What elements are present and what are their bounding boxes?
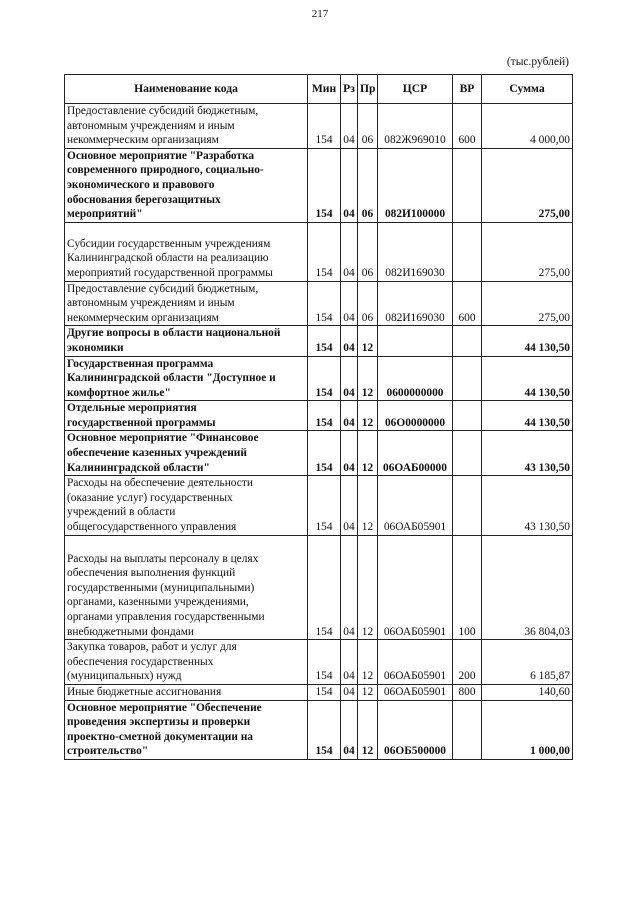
- row-name: Другие вопросы в области национальной экономики: [65, 326, 308, 356]
- row-csr: 06ОАБ05901: [378, 476, 453, 535]
- row-csr: [378, 326, 453, 356]
- row-rz: 04: [341, 326, 358, 356]
- row-rz: 04: [341, 640, 358, 685]
- row-name: Субсидии государственным учреждениям Калининградской области на реализацию мероприятий государственной программы: [65, 222, 308, 281]
- row-csr: 06ОАБ05901: [378, 640, 453, 685]
- row-name: Основное мероприятие "Финансовое обеспечение казенных учреждений Калининградской области": [65, 431, 308, 476]
- row-pr: 12: [358, 640, 378, 685]
- row-vr: [453, 431, 482, 476]
- row-vr: 800: [453, 684, 482, 700]
- row-csr: 06ОАБ05901: [378, 684, 453, 700]
- table-row: [65, 356, 573, 401]
- table-header-row: [65, 75, 573, 104]
- row-name: Основное мероприятие "Разработка современного природного, социально- экономического и правового обоснования берегозащитных мероприятий": [65, 148, 308, 222]
- units-label: (тыс.рублей): [506, 56, 569, 68]
- row-csr: 082И100000: [378, 148, 453, 222]
- row-min: 154: [308, 684, 341, 700]
- row-min: 154: [308, 401, 341, 431]
- row-min: 154: [308, 222, 341, 281]
- row-pr: 12: [358, 431, 378, 476]
- table-row: [65, 281, 573, 326]
- row-vr: [453, 148, 482, 222]
- row-vr: [453, 326, 482, 356]
- row-csr: 082И169030: [378, 281, 453, 326]
- row-vr: 100: [453, 535, 482, 640]
- table-row: [65, 476, 573, 535]
- row-vr: [453, 700, 482, 759]
- table-row: [65, 700, 573, 759]
- table-row: [65, 431, 573, 476]
- row-rz: 04: [341, 148, 358, 222]
- row-name: Предоставление субсидий бюджетным, автономным учреждениям и иным некоммерческим организациям: [65, 281, 308, 326]
- row-sum: 44 130,50: [482, 401, 573, 431]
- row-sum: 1 000,00: [482, 700, 573, 759]
- row-pr: 12: [358, 326, 378, 356]
- table-row: [65, 222, 573, 281]
- row-rz: 04: [341, 356, 358, 401]
- row-rz: 04: [341, 401, 358, 431]
- header-vr: ВР: [453, 75, 482, 104]
- row-vr: 600: [453, 104, 482, 149]
- row-sum: 6 185,87: [482, 640, 573, 685]
- row-vr: 600: [453, 281, 482, 326]
- row-sum: 4 000,00: [482, 104, 573, 149]
- row-pr: 12: [358, 684, 378, 700]
- row-min: 154: [308, 356, 341, 401]
- row-rz: 04: [341, 535, 358, 640]
- row-name: Основное мероприятие "Обеспечение проведения экспертизы и проверки проектно-сметной документации на строительство": [65, 700, 308, 759]
- row-pr: 06: [358, 222, 378, 281]
- budget-table: [64, 74, 573, 760]
- table-row: [65, 104, 573, 149]
- row-csr: 06О0000000: [378, 401, 453, 431]
- table-row: [65, 535, 573, 640]
- row-pr: 06: [358, 281, 378, 326]
- row-pr: 12: [358, 356, 378, 401]
- row-rz: 04: [341, 104, 358, 149]
- row-pr: 12: [358, 401, 378, 431]
- header-name: Наименование кода: [65, 75, 308, 104]
- row-vr: [453, 476, 482, 535]
- row-name: Расходы на выплаты персоналу в целях обеспечения выполнения функций государственными (муниципальными) органами, казенными учреждениями, органами управления государственными внебюджетными фондами: [65, 535, 308, 640]
- header-csr: ЦСР: [378, 75, 453, 104]
- row-sum: 43 130,50: [482, 431, 573, 476]
- row-sum: 275,00: [482, 281, 573, 326]
- table-row: [65, 326, 573, 356]
- row-csr: 082И169030: [378, 222, 453, 281]
- row-rz: 04: [341, 684, 358, 700]
- row-min: 154: [308, 326, 341, 356]
- row-sum: 44 130,50: [482, 326, 573, 356]
- row-name: Государственная программа Калининградской области "Доступное и комфортное жилье": [65, 356, 308, 401]
- row-vr: [453, 401, 482, 431]
- row-rz: 04: [341, 222, 358, 281]
- header-sum: Сумма: [482, 75, 573, 104]
- row-min: 154: [308, 700, 341, 759]
- row-sum: 43 130,50: [482, 476, 573, 535]
- row-name: Отдельные мероприятия государственной программы: [65, 401, 308, 431]
- header-pr: Пр: [358, 75, 378, 104]
- header-rz: Рз: [341, 75, 358, 104]
- row-min: 154: [308, 476, 341, 535]
- row-sum: 36 804,03: [482, 535, 573, 640]
- row-name: Иные бюджетные ассигнования: [65, 684, 308, 700]
- row-vr: [453, 356, 482, 401]
- row-sum: 140,60: [482, 684, 573, 700]
- row-name: Предоставление субсидий бюджетным, автономным учреждениям и иным некоммерческим организациям: [65, 104, 308, 149]
- row-sum: 44 130,50: [482, 356, 573, 401]
- row-sum: 275,00: [482, 148, 573, 222]
- row-csr: 06ОАБ05901: [378, 535, 453, 640]
- row-sum: 275,00: [482, 222, 573, 281]
- row-rz: 04: [341, 700, 358, 759]
- row-csr: 06ОАБ00000: [378, 431, 453, 476]
- row-min: 154: [308, 640, 341, 685]
- row-csr: 06ОБ500000: [378, 700, 453, 759]
- row-name: Закупка товаров, работ и услуг для обеспечения государственных (муниципальных) нужд: [65, 640, 308, 685]
- row-rz: 04: [341, 476, 358, 535]
- row-csr: 0600000000: [378, 356, 453, 401]
- row-min: 154: [308, 104, 341, 149]
- row-pr: 12: [358, 476, 378, 535]
- page-number: 217: [311, 8, 329, 20]
- row-pr: 12: [358, 700, 378, 759]
- row-min: 154: [308, 535, 341, 640]
- row-pr: 06: [358, 104, 378, 149]
- row-min: 154: [308, 431, 341, 476]
- table-row: [65, 640, 573, 685]
- table-row: [65, 401, 573, 431]
- row-pr: 06: [358, 148, 378, 222]
- row-vr: [453, 222, 482, 281]
- row-vr: 200: [453, 640, 482, 685]
- row-csr: 082Ж969010: [378, 104, 453, 149]
- table-row: [65, 684, 573, 700]
- table-row: [65, 148, 573, 222]
- row-min: 154: [308, 148, 341, 222]
- row-rz: 04: [341, 281, 358, 326]
- row-rz: 04: [341, 431, 358, 476]
- row-min: 154: [308, 281, 341, 326]
- header-min: Мин: [308, 75, 341, 104]
- row-pr: 12: [358, 535, 378, 640]
- row-name: Расходы на обеспечение деятельности (оказание услуг) государственных учреждений в области общегосударственного управления: [65, 476, 308, 535]
